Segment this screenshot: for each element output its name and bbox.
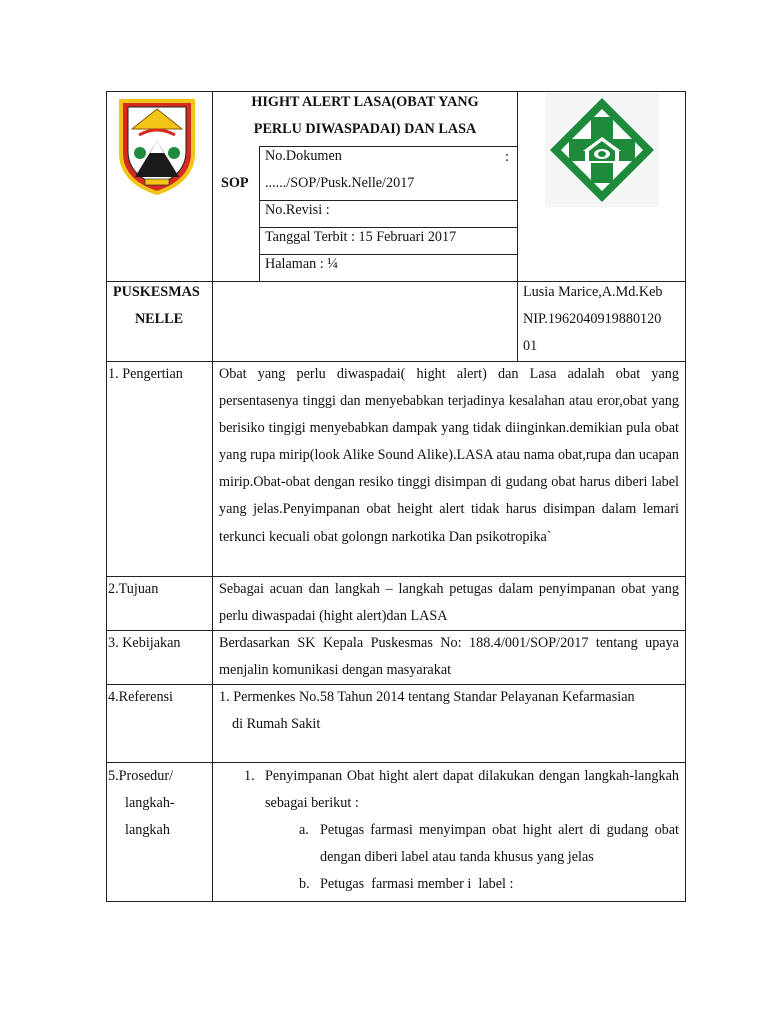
prosedur-sub-marker: a. (299, 822, 309, 838)
signer-nip-line2: 01 (523, 338, 538, 354)
puskesmas-name-line1: PUSKESMAS (113, 284, 200, 300)
puskesmas-name-line2: NELLE (134, 311, 184, 327)
halaman: Halaman : ¼ (265, 256, 338, 272)
prosedur-sub-text: Petugas farmasi member i label : (320, 876, 514, 892)
tujuan-text: Sebagai acuan dan langkah – langkah petugas dalam penyimpanan obat yang perlu diwaspadai (hight alert)dan LASA (219, 581, 679, 625)
tanggal-terbit: Tanggal Terbit : 15 Februari 2017 (265, 229, 457, 245)
prosedur-label: langkah- (125, 795, 175, 811)
no-dokumen-value: ....../SOP/Pusk.Nelle/2017 (265, 175, 415, 191)
no-dokumen-colon: : (505, 149, 509, 165)
pengertian-text: Obat yang perlu diwaspadai( hight alert) dan Lasa adalah obat yang persentasenya tinggi dan menyebabkan terjadinya kesalahan atau eror,obat yang berisiko tingigi menyebabkan dampak yang tidak diinginkan.demikian pula obat yang rupa mirip(look Alike Sound Alike).LASA atau nama obat,rupa dan ucapan mirip.Obat-obat dengan resiko tinggi disimpan di gudang obat harus diberi label yang jelas.Penyimpanan obat height alert tidak harus disimpan dalam lemari terkunci kecuali obat golongn narkotika Dan psikotropika` (219, 366, 679, 545)
prosedur-item-number: 1. (244, 768, 255, 784)
no-revisi: No.Revisi : (265, 202, 330, 218)
sop-label: SOP (221, 175, 249, 191)
signer-nip-line1: NIP.1962040919880120 (523, 311, 662, 327)
no-dokumen-label: No.Dokumen (265, 148, 342, 164)
kebijakan-label: 3. Kebijakan (108, 635, 181, 651)
puskesmas-logo (545, 93, 659, 207)
prosedur-label: langkah (125, 822, 170, 838)
document-title-line2: PERLU DIWASPADAI) DAN LASA (253, 121, 477, 137)
kebijakan-text: Berdasarkan SK Kepala Puskesmas No: 188.4/001/SOP/2017 tentang upaya menjalin komunikasi dengan masyarakat (219, 635, 679, 679)
column-divider (259, 146, 260, 281)
document-title-line1: HIGHT ALERT LASA(OBAT YANG (251, 94, 479, 110)
tujuan-label: 2.Tujuan (108, 581, 159, 597)
prosedur-label: 5.Prosedur/ (108, 768, 174, 784)
referensi-line2: di Rumah Sakit (232, 716, 321, 732)
prosedur-item-text: Penyimpanan Obat hight alert dapat dilakukan dengan langkah-langkah sebagai berikut : (265, 768, 679, 812)
signer-name: Lusia Marice,A.Md.Keb (523, 284, 663, 300)
regency-crest-logo (115, 95, 199, 195)
referensi-line1: 1. Permenkes No.58 Tahun 2014 tentang Standar Pelayanan Kefarmasian (219, 689, 635, 705)
column-divider (517, 91, 518, 361)
prosedur-sub-marker: b. (299, 876, 310, 892)
column-divider (212, 91, 213, 902)
referensi-label: 4.Referensi (108, 689, 174, 705)
prosedur-sub-text: Petugas farmasi menyimpan obat hight alert di gudang obat dengan diberi label atau tanda khusus yang jelas (320, 822, 679, 866)
pengertian-label: 1. Pengertian (108, 366, 183, 382)
